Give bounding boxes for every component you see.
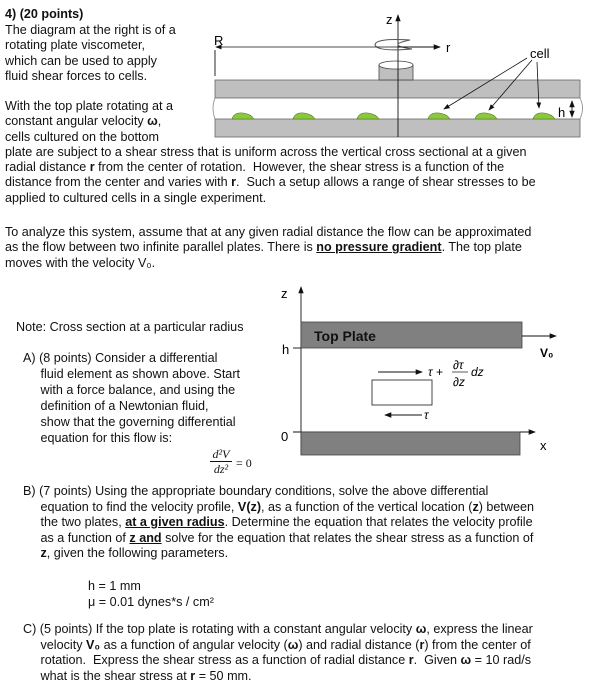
text-segment: To analyze this system, assume that at any given radial distance the flow can be approximated bbox=[5, 225, 532, 239]
text-segment: as a function of bbox=[23, 530, 130, 545]
text-segment: The diagram at the right is of a bbox=[5, 23, 176, 37]
h-label: h bbox=[282, 342, 290, 357]
svg-text:∂z: ∂z bbox=[453, 375, 465, 389]
equation-rhs: = 0 bbox=[236, 456, 252, 470]
emphasized-text: V₀ bbox=[86, 637, 101, 652]
text-segment: constant angular velocity bbox=[5, 114, 148, 129]
cross-section-diagram bbox=[281, 286, 556, 455]
text-segment: h = 1 mm bbox=[88, 579, 141, 593]
emphasized-text: z bbox=[472, 499, 479, 514]
cell-shape bbox=[293, 113, 315, 119]
text-segment: fluid shear forces to cells. bbox=[5, 68, 148, 83]
text-segment: velocity bbox=[23, 637, 86, 652]
x-label: x bbox=[540, 438, 547, 453]
text-segment: B) (7 points) Using the appropriate boundary conditions, solve the above differential bbox=[23, 484, 489, 498]
svg-text:τ: τ bbox=[424, 408, 429, 422]
cells bbox=[232, 113, 555, 119]
zero-label: 0 bbox=[281, 429, 289, 444]
emphasized-text: ω bbox=[415, 622, 427, 636]
text-segment: ) from the center of bbox=[424, 637, 531, 652]
text-segment: equation for this flow is: bbox=[23, 431, 173, 445]
text-segment: = 50 mm. bbox=[195, 668, 252, 683]
R-label: R bbox=[214, 33, 224, 48]
text-segment: . Such a setup allows a range of shear stresses to be bbox=[236, 175, 536, 190]
text-segment: as the flow between two infinite parallel plates. There is bbox=[5, 240, 317, 255]
emphasized-text: r bbox=[231, 175, 237, 190]
text-segment: distance from the center and varies with bbox=[5, 175, 232, 190]
r-label: r bbox=[446, 40, 451, 55]
top-plate bbox=[215, 80, 580, 98]
emphasized-text: ω bbox=[460, 653, 472, 668]
emphasized-text: r bbox=[190, 668, 196, 683]
text-segment: definition of a Newtonian fluid, bbox=[23, 399, 209, 413]
emphasized-text: z bbox=[40, 546, 47, 561]
text-segment: Note: Cross section at a particular radius bbox=[16, 320, 244, 334]
svg-text:τ +: τ + bbox=[428, 365, 443, 379]
text-segment: , as a function of the vertical location ( bbox=[261, 499, 473, 514]
problem-header: 4) (20 points) bbox=[5, 7, 84, 21]
text-segment: cells cultured on the bottom bbox=[5, 129, 160, 144]
z-label: z bbox=[281, 286, 288, 301]
bottom-plate bbox=[301, 432, 520, 455]
emphasized-text: z and bbox=[129, 530, 162, 545]
cell-shape bbox=[475, 113, 497, 119]
fluid-element bbox=[372, 380, 432, 405]
emphasized-text: r bbox=[408, 653, 414, 668]
text-segment: = 10 rad/s bbox=[471, 653, 532, 668]
cell-shape bbox=[357, 113, 379, 119]
text-segment: from the center of rotation. However, the shear stress is a function of the bbox=[94, 160, 505, 175]
text-segment: radial distance bbox=[5, 160, 90, 175]
text-segment: ) and radial distance ( bbox=[298, 637, 420, 652]
z-label: z bbox=[386, 12, 393, 27]
text-segment: . Given bbox=[413, 653, 461, 668]
text-segment: solve for the equation that relates the shear stress as a function of bbox=[161, 530, 534, 545]
text-segment: moves with the velocity V₀. bbox=[5, 255, 156, 270]
text-segment: rotating plate viscometer, bbox=[5, 38, 146, 53]
svg-text:∂τ: ∂τ bbox=[453, 358, 464, 372]
emphasized-text: r bbox=[89, 160, 95, 175]
text-segment: rotation. Express the shear stress as a function of radial distance bbox=[23, 653, 409, 668]
rotation-arrow-icon bbox=[375, 40, 412, 50]
emphasized-text: V(z) bbox=[237, 499, 262, 514]
text-segment: applied to cultured cells in a single experiment. bbox=[5, 190, 267, 205]
text-segment: ) between bbox=[478, 499, 535, 514]
emphasized-text: ω bbox=[287, 637, 299, 652]
text-segment: . Determine the equation that relates the velocity profile bbox=[224, 515, 533, 530]
svg-text:dz: dz bbox=[471, 365, 484, 379]
emphasized-text: r bbox=[419, 637, 425, 652]
text-segment: . The top plate bbox=[441, 240, 522, 255]
text-segment: as a function of angular velocity ( bbox=[100, 637, 288, 652]
emphasized-text: at a given radius bbox=[125, 515, 225, 530]
text-segment: , bbox=[157, 114, 162, 129]
top-plate-label: Top Plate bbox=[314, 328, 376, 344]
text-segment: C) (5 points) If the top plate is rotating with a constant angular velocity bbox=[23, 622, 416, 636]
text-segment: , given the following parameters. bbox=[46, 546, 229, 561]
text-segment: equation to find the velocity profile, bbox=[23, 499, 238, 514]
cell-shape bbox=[533, 113, 555, 119]
text-segment: , express the linear bbox=[426, 622, 533, 636]
cell-shape bbox=[232, 113, 254, 119]
equation-numerator: d²V bbox=[210, 447, 232, 462]
text-segment: A) (8 points) Consider a differential bbox=[23, 351, 218, 365]
text-segment: which can be used to apply bbox=[5, 53, 157, 68]
emphasized-text: no pressure gradient bbox=[316, 240, 442, 255]
text-segment: the two plates, bbox=[23, 515, 126, 530]
text-segment: what is the shear stress at bbox=[23, 668, 191, 683]
emphasized-text: ω bbox=[147, 114, 158, 129]
velocity-label: V₀ bbox=[540, 346, 554, 360]
bottom-plate bbox=[215, 119, 580, 137]
cell-label: cell bbox=[530, 46, 550, 61]
text-segment: with a force balance, and using the bbox=[23, 383, 236, 397]
text-segment: plate are subject to a shear stress that is uniform across the vertical cross sectional at a given bbox=[5, 144, 527, 159]
text-segment: fluid element as shown above. Start bbox=[23, 367, 241, 381]
text-segment: show that the governing differential bbox=[23, 415, 236, 429]
equation-denominator: dz² bbox=[213, 462, 229, 476]
text-segment: With the top plate rotating at a bbox=[5, 99, 174, 113]
cell-shape bbox=[428, 113, 450, 119]
h-label: h bbox=[558, 105, 566, 120]
text-segment: μ = 0.01 dynes*s / cm² bbox=[88, 595, 214, 609]
